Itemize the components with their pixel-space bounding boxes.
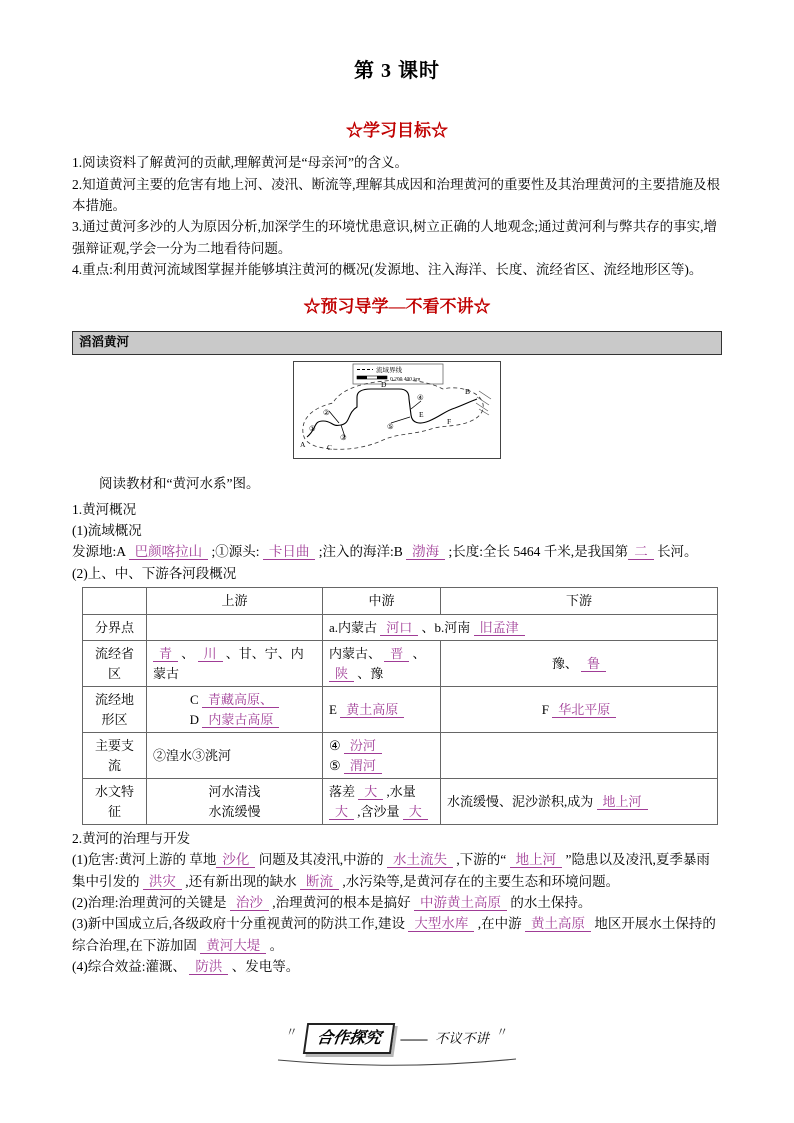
col-header-downstream: 下游 — [441, 588, 718, 615]
text-run: E — [329, 701, 341, 717]
text-run: 、豫 — [354, 665, 384, 681]
cell-tributaries-upstream — [147, 733, 323, 779]
text-run: C — [190, 692, 202, 707]
answer-blank: 大 — [358, 784, 383, 800]
answer-blank: 黄土高原 — [340, 702, 404, 718]
text-run: 、 — [178, 646, 198, 661]
logo-row — [282, 1023, 513, 1054]
text-run: 河水清浅 — [208, 784, 261, 799]
objective-item: 2.知道黄河主要的危害有地上河、凌汛、断流等,理解其成因和治理黄河的重要性及其治理黄河的主要措施及根本措施。 — [72, 176, 720, 214]
logo-box — [303, 1023, 395, 1054]
map-label-2: ② — [323, 408, 330, 418]
answer-blank: 黄河大堤 — [200, 938, 266, 954]
answer-blank: 川 — [198, 646, 223, 662]
map-legend-label: 流域界线 — [376, 367, 402, 375]
answer-blank: 巴颜喀拉山 — [129, 544, 209, 560]
answer-blank: 大 — [403, 804, 428, 820]
col-header-upstream: 上游 — [147, 588, 323, 615]
answer-blank: 鲁 — [581, 656, 606, 672]
origin-line — [72, 541, 722, 562]
answer-blank: 水土流失 — [387, 852, 453, 868]
text-run: ;注入的海洋:B — [315, 544, 407, 560]
corner-cell — [83, 588, 147, 615]
management-section — [72, 828, 722, 977]
answer-blank: 防洪 — [189, 959, 228, 975]
answer-blank: 陕 — [329, 666, 354, 682]
table-row-hydrology — [83, 779, 718, 825]
preview-heading: ☆预习导学—不看不讲☆ — [303, 297, 491, 317]
page-title: 第 3 课时 — [354, 60, 440, 82]
text-run: 落差 — [329, 784, 359, 799]
text-run: ”隐患以及凌汛,夏季暴雨集中引发的 — [72, 852, 710, 889]
map-label-D: D — [381, 380, 387, 390]
reading-note: 阅读教材和“黄河水系”图。 — [99, 476, 260, 492]
treatment-paragraph — [72, 892, 722, 913]
text-run: (1)危害:黄河上游的 草地 — [72, 852, 217, 868]
text-run: 、b.河南 — [418, 619, 474, 635]
cell-hydrology-upstream — [147, 779, 323, 825]
answer-blank: 黄土高原 — [525, 916, 591, 932]
objectives-heading: ☆学习目标☆ — [346, 120, 448, 140]
answer-blank: 汾河 — [344, 738, 382, 754]
objective-item: 3.通过黄河多沙的人为原因分析,加深学生的环境忧患意识,树立正确的人地观念;通过黄河利与弊共存的事实,增强辩证观,学会一分为二地看待问题。 — [72, 219, 717, 256]
text-run: 问题及其凌汛,中游的 — [255, 852, 387, 868]
answer-blank: 渤海 — [406, 544, 445, 560]
answer-blank: 断流 — [300, 874, 339, 890]
row-label-landforms: 流经地形区 — [83, 687, 147, 733]
map-label-E: E — [419, 410, 424, 420]
answer-blank: 大 — [329, 804, 354, 820]
text-run: ⑤ — [329, 757, 344, 773]
text-run: a.内蒙古 — [329, 619, 381, 635]
text-run: ,水量 — [383, 784, 416, 799]
text-run: ,在中游 — [474, 916, 525, 932]
cell-landforms-midstream — [323, 687, 441, 733]
cell-boundary-mid-down — [323, 614, 718, 641]
topic-banner: 滔滔黄河 — [72, 331, 722, 355]
benefit-paragraph — [72, 956, 722, 977]
text-run: ;①源头: — [208, 544, 263, 560]
objective-item: 1.阅读资料了解黄河的贡献,理解黄河是“母亲河”的含义。 — [72, 155, 408, 171]
table-row-provinces — [83, 641, 718, 687]
map-label-F: F — [447, 417, 452, 427]
logo-text: 合作探究 — [315, 1030, 383, 1048]
map-label-A: A — [300, 440, 306, 450]
text-run: 水流缓慢 — [208, 803, 261, 819]
text-run: 水流缓慢、泥沙淤积,成为 — [447, 793, 597, 809]
river-map — [72, 361, 722, 465]
government-paragraph — [72, 913, 722, 956]
answer-blank: 晋 — [384, 646, 409, 662]
answer-blank: 华北平原 — [552, 702, 616, 718]
answer-blank: 青 — [153, 646, 178, 662]
text-run: 地区开展水土保持的综合治理,在下游加固 — [72, 916, 716, 953]
management-title: 2.黄河的治理与开发 — [72, 831, 191, 846]
text-run: 的水土保持。 — [507, 894, 592, 910]
cell-landforms-downstream — [441, 687, 718, 733]
map-scale-label: 0 200 400 km — [390, 376, 421, 383]
text-run: F — [541, 701, 553, 717]
cell-hydrology-downstream — [441, 779, 718, 825]
table-header-row — [83, 588, 718, 615]
text-run: ,含沙量 — [354, 803, 403, 819]
cell-tributaries-downstream — [441, 733, 718, 779]
map-label-4: ④ — [417, 393, 424, 403]
harm-paragraph — [72, 849, 722, 892]
objective-item: 4.重点:利用黄河流域图掌握并能够填注黄河的概况(发源地、注入海洋、长度、流经省区、流经地形区等)。 — [72, 262, 703, 278]
text-run: 。 — [266, 937, 284, 953]
map-label-1: ① — [309, 424, 316, 434]
decorative-mark-icon: 〃 — [496, 1025, 509, 1040]
basin-subtitle: (1)流域概况 — [72, 523, 142, 539]
answer-blank: 沙化 — [216, 852, 255, 868]
logo-dash: —— — [400, 1031, 428, 1047]
text-run: 、 — [409, 646, 426, 661]
answer-blank: 青藏高原、 — [202, 692, 279, 708]
text-run: (2)治理:治理黄河的关键是 — [72, 894, 230, 910]
sections-subtitle: (2)上、中、下游各河段概况 — [72, 565, 237, 581]
text-run: ,治理黄河的根本是搞好 — [268, 894, 414, 910]
objectives-list — [72, 152, 722, 280]
answer-blank: 卡日曲 — [263, 544, 316, 560]
row-label-tributaries: 主要支流 — [83, 733, 147, 779]
text-run: 、甘、宁、内蒙古 — [153, 646, 304, 681]
row-label-provinces: 流经省区 — [83, 641, 147, 687]
text-run: D — [189, 711, 203, 727]
map-label-C: C — [327, 443, 333, 453]
answer-blank: 旧孟津 — [474, 620, 525, 636]
overview-title: 1.黄河概况 — [72, 501, 137, 517]
river-map-frame — [293, 361, 501, 459]
text-run: 长河。 — [653, 544, 698, 560]
answer-blank: 地上河 — [510, 852, 563, 868]
yellow-river-map-svg — [293, 361, 501, 459]
text-run: ,水污染等,是黄河存在的主要生态和环境问题。 — [339, 873, 620, 889]
text-run: ,还有新出现的缺水 — [181, 873, 300, 889]
answer-blank: 地上河 — [597, 794, 648, 810]
answer-blank: 二 — [628, 544, 654, 560]
cell-provinces-midstream — [323, 641, 441, 687]
cell-landforms-upstream — [147, 687, 323, 733]
text-run: ,下游的“ — [453, 852, 510, 868]
cell-provinces-downstream — [441, 641, 718, 687]
col-header-midstream: 中游 — [323, 588, 441, 615]
map-label-B: B — [465, 387, 471, 397]
map-label-5: ⑤ — [387, 422, 394, 432]
cell-provinces-upstream — [147, 641, 323, 687]
map-label-3: ③ — [340, 433, 347, 443]
text-run: 、发电等。 — [228, 958, 300, 974]
answer-blank: 中游黄土高原 — [414, 895, 507, 911]
cell-boundary-upstream — [147, 614, 323, 641]
answer-blank: 内蒙古高原 — [202, 712, 279, 728]
text-run: 豫、 — [551, 655, 582, 671]
text-run: 发源地:A — [72, 544, 129, 560]
cooperation-logo — [72, 1023, 722, 1068]
answer-blank: 河口 — [380, 620, 418, 636]
row-label-boundary: 分界点 — [83, 614, 147, 641]
text-run: ④ — [329, 738, 344, 753]
cell-hydrology-midstream — [323, 779, 441, 825]
swoosh-underline-icon — [272, 1057, 522, 1069]
answer-blank: 渭河 — [344, 758, 382, 774]
text-run: 内蒙古、 — [329, 646, 385, 661]
text-run: (4)综合效益:灌溉、 — [72, 958, 190, 974]
table-row-landforms — [83, 687, 718, 733]
table-row-tributaries — [83, 733, 718, 779]
cell-tributaries-midstream — [323, 733, 441, 779]
table-row-boundary — [83, 614, 718, 641]
answer-blank: 洪灾 — [143, 874, 182, 890]
river-sections-table — [82, 587, 718, 825]
row-label-hydrology: 水文特征 — [83, 779, 147, 825]
text-run: ②湟水③洮河 — [153, 747, 232, 763]
answer-blank: 大型水库 — [408, 916, 474, 932]
decorative-mark-icon: 〃 — [285, 1025, 298, 1040]
answer-blank: 治沙 — [230, 895, 269, 911]
text-run: ;长度:全长 5464 千米,是我国第 — [445, 544, 629, 560]
logo-tagline: 不议不讲 — [434, 1031, 489, 1047]
text-run: (3)新中国成立后,各级政府十分重视黄河的防洪工作,建设 — [72, 916, 409, 932]
